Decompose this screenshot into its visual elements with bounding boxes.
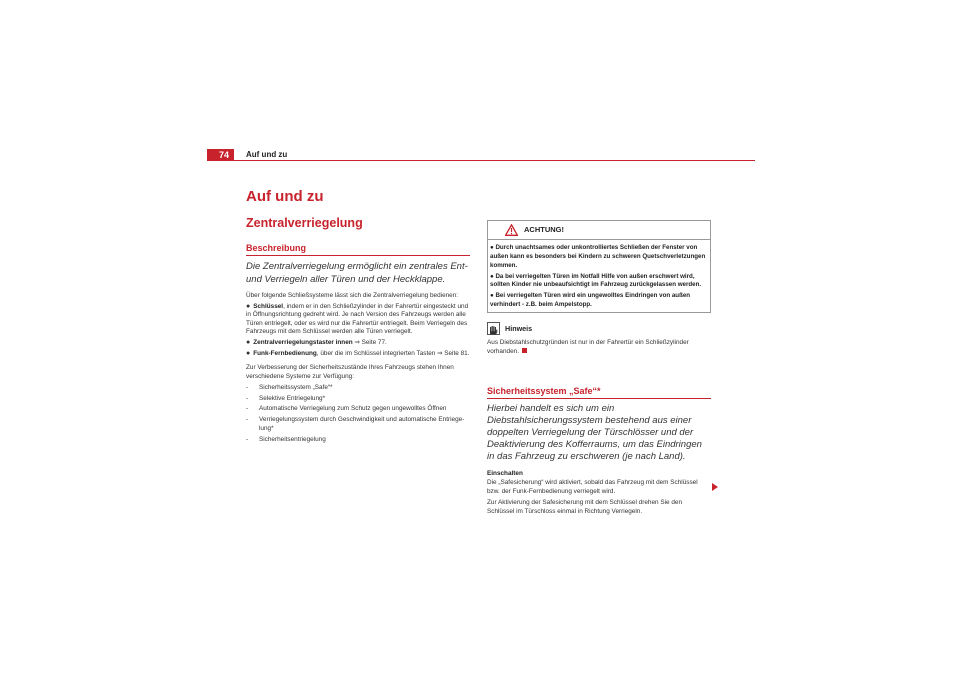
note-hand-icon [487,322,500,335]
safe-paragraph: Die „Safesicherung“ wird aktiviert, sobald das Fahrzeug mit dem Schlüssel bzw. der Funk-Fernbedienung verriegelt wird. [487,479,698,495]
list-item: - Verriegelungssystem durch Geschwindigkeit und automatische Entriegelung* [246,416,465,432]
section-title: Zentralverriegelung [246,216,363,230]
warning-header [488,221,710,240]
bullet-text: , über die im Schlüssel integrierten Tasten ⇒ Seite 81. [316,349,470,357]
bullet-icon: ● [490,292,496,300]
header-rule [207,160,755,161]
systems-list [246,384,470,445]
beschreibung-intro: Über folgende Schließsysteme lässt sich die Zentralverriegelung bedienen: [246,292,459,299]
beschreibung-lead: Die Zentralverriegelung ermöglicht ein zentrales Ent- und Verriegeln aller Türen und der Heckklappe. [246,261,468,285]
bullet-icon: ● [490,244,496,252]
list-item: - Selektive Entriegelung* [246,394,326,402]
safe-paragraph: Zur Aktivierung der Safesicherung mit dem Schlüssel drehen Sie den Schlüssel im Türschloss einmal in Richtung Verriegeln. [487,499,683,515]
warning-title: ACHTUNG! [524,225,564,234]
beschreibung-heading: Beschreibung [246,243,470,256]
bullet-term: Schlüssel [253,302,284,310]
list-item: - Automatische Verriegelung zum Schutz gegen ungewolltes Öffnen [246,405,447,413]
bullet-icon: ● [490,272,496,280]
chapter-title: Auf und zu [246,188,324,205]
list-item: - Sicherheitssystem „Safe“* [246,383,333,391]
einschalten-heading: Einschalten [487,469,523,477]
bullet-term: Zentralverriegelungstaster innen [253,338,353,346]
warning-box [487,220,711,313]
systems-intro: Zur Verbesserung der Sicherheitszustände Ihres Fahrzeugs stehen Ihnen verschiedene Systeme zur Verfügung: [246,364,454,380]
note-header [487,322,711,336]
warning-body [488,240,710,312]
left-column [246,243,470,444]
section-end-icon [522,348,527,353]
next-page-arrow-icon [712,483,718,491]
safe-lead: Hierbei handelt es sich um ein Diebstahlsicherungssystem bestehend aus einer doppelten Verriegelung der Türschlösser und der Deaktivierung des Kofferraums, um das Eindringen in das Fahrzeug zu erschweren (je nach Land). [487,402,702,463]
note-title: Hinweis [505,324,533,334]
bullet-item [246,350,470,359]
safe-section [487,386,711,517]
bullet-text: ⇒ Seite 77. [352,338,387,346]
warning-item: ● Bei verriegelten Türen wird ein ungewolltes Eindringen von außen verhindert - z.B. beim Ampelstopp. [490,292,691,308]
bullet-icon: ● [246,302,251,310]
bullet-item [246,339,470,348]
bullet-term: Funk-Fernbedienung [253,349,317,357]
safe-heading: Sicherheitssystem „Safe“* [487,386,711,399]
list-item: - Sicherheitsentriegelung [246,435,326,443]
note-text: Aus Diebstahlschutzgründen ist nur in der Fahrertür ein Schließzylinder vorhanden. [487,339,689,355]
bullet-icon: ● [246,338,251,346]
warning-item: ● Durch unachtsames oder unkontrolliertes Schließen der Fenster von außen kann es besonders bei Kindern zu schweren Quetschverletzungen kommen. [490,244,706,269]
running-head: Auf und zu [246,150,288,159]
bullet-icon: ● [246,349,251,357]
right-column [487,220,711,517]
bullet-item [246,303,470,337]
page-number: 74 [207,149,234,161]
bullet-text: , indem er in den Schließzylinder in der Fahrertür eingesteckt und in Öffnungsrichtung gedreht wird. Je nach Version des Fahrzeugs werden alle Türen entriegelt, oder es wird nur die Fahrertür entriegelt. Beim Verriegeln des Fahrzeugs mit dem Schlüssel werden alle Türen verriegelt. [246,302,469,336]
warning-triangle-icon [505,224,518,236]
warning-item: ● Da bei verriegelten Türen im Notfall Hilfe von außen erschwert wird, sollten Kinder nie unbeaufsichtigt im Fahrzeug zurückgelassen werden. [490,272,702,289]
